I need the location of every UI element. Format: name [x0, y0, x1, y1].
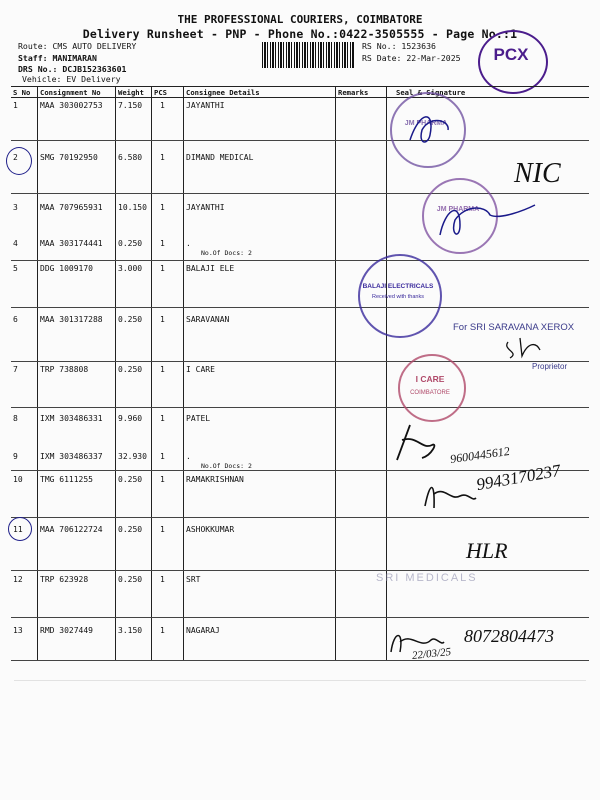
row-sno: 1 [13, 101, 18, 110]
row-pcs: 1 [160, 315, 165, 324]
row-sno: 12 [13, 575, 23, 584]
handwritten-nic: NIC [514, 158, 561, 189]
row-divider [11, 361, 589, 362]
row-docs-count: No.Of Docs: 2 [201, 462, 252, 470]
row-pcs: 1 [160, 239, 165, 248]
row-consignee: JAYANTHI [186, 101, 225, 110]
vehicle-label: Vehicle: EV Delivery [22, 74, 121, 84]
row-divider [11, 617, 589, 618]
row-divider [11, 407, 589, 408]
row-weight: 0.250 [118, 475, 143, 484]
medicals-stamp-text: SRI MEDICALS [376, 572, 478, 584]
table-header-row [11, 87, 589, 98]
bottom-divider [14, 680, 586, 681]
pcx-mark-text: PCX [493, 45, 529, 64]
pharma-stamp-text: JM PHARMA [436, 206, 480, 213]
row-consignment: TMG 6111255 [40, 475, 93, 484]
balaji-stamp-text: BALAJI ELECTRICALS [362, 283, 434, 290]
col-header-sno: S No [13, 88, 31, 97]
icare-stamp-city: COIMBATORE [410, 390, 450, 396]
row-weight: 6.580 [118, 153, 143, 162]
row-consignment: MAA 707965931 [40, 203, 103, 212]
barcode [262, 42, 354, 68]
row-pcs: 1 [160, 452, 165, 461]
row-consignee: I CARE [186, 365, 215, 374]
row-consignment: MAA 706122724 [40, 525, 103, 534]
row-weight: 32.930 [118, 452, 147, 461]
row-consignee: . [186, 239, 191, 248]
col-header-pcs: PCS [154, 88, 167, 97]
icare-stamp [398, 354, 466, 422]
staff-label: Staff: MANIMARAN [18, 53, 97, 63]
saravana-stamp-text: For SRI SARAVANA XEROX [453, 322, 575, 333]
row-divider [11, 307, 589, 308]
row-consignee: BALAJI ELE [186, 264, 235, 273]
row-pcs: 1 [160, 203, 165, 212]
icare-stamp-text: I CARE [415, 374, 445, 384]
row-weight: 0.250 [118, 239, 143, 248]
row-consignment: TRP 623928 [40, 575, 89, 584]
row-weight: 0.250 [118, 525, 143, 534]
row-consignee: . [186, 452, 191, 461]
col-header-consignee: Consignee Details [186, 88, 260, 97]
handwritten-phone-2: 9943170237 [474, 460, 562, 495]
row-pcs: 1 [160, 264, 165, 273]
handwritten-date: 22/03/25 [411, 645, 452, 663]
row-sno: 13 [13, 626, 23, 635]
column-divider [115, 87, 116, 661]
row-weight: 3.000 [118, 264, 143, 273]
row-weight: 0.250 [118, 575, 143, 584]
row-consignee: DIMAND MEDICAL [186, 153, 254, 162]
row-weight: 0.250 [118, 365, 143, 374]
pharma-stamp-text: JM PHARMA [404, 120, 448, 127]
row-sno: 4 [13, 239, 18, 248]
row-pcs: 1 [160, 575, 165, 584]
col-header-seal: Seal & Signature [396, 88, 466, 97]
column-divider [151, 87, 152, 661]
row-pcs: 1 [160, 475, 165, 484]
row-consignment: MAA 301317288 [40, 315, 103, 324]
row-weight: 7.150 [118, 101, 143, 110]
row-sno: 3 [13, 203, 18, 212]
drs-number: DRS No.: DCJB152363601 [18, 64, 127, 74]
handwritten-phone-3: 8072804473 [464, 626, 554, 646]
row-weight: 10.150 [118, 203, 147, 212]
row-divider [11, 570, 589, 571]
row-consignee: JAYANTHI [186, 203, 225, 212]
row-divider [11, 260, 589, 261]
row-weight: 0.250 [118, 315, 143, 324]
rs-number: RS No.: 1523636 [362, 41, 436, 51]
handwritten-phone-1: 9600445612 [449, 443, 511, 467]
row-consignee: ASHOKKUMAR [186, 525, 235, 534]
handwritten-hlr: HLR [466, 538, 508, 563]
route-label: Route: CMS AUTO DELIVERY [18, 41, 137, 51]
row-consignment: IXM 303486337 [40, 452, 103, 461]
row-pcs: 1 [160, 153, 165, 162]
column-divider [183, 87, 184, 661]
row-sno: 8 [13, 414, 18, 423]
signature-4 [392, 420, 442, 470]
row-docs-count: No.Of Docs: 2 [201, 249, 252, 257]
row-sno: 7 [13, 365, 18, 374]
row-consignment: SMG 70192950 [40, 153, 98, 162]
col-header-remarks: Remarks [338, 88, 369, 97]
runsheet-title: Delivery Runsheet - PNP - Phone No.:0422-3505555 - Page No.:1 [82, 27, 518, 41]
row-consignee: SARAVANAN [186, 315, 230, 324]
rs-date: RS Date: 22-Mar-2025 [362, 53, 461, 63]
column-divider [37, 87, 38, 661]
row-pcs: 1 [160, 414, 165, 423]
row-consignment: RMD 3027449 [40, 626, 93, 635]
row-sno: 10 [13, 475, 23, 484]
row-pcs: 1 [160, 101, 165, 110]
row-weight: 3.150 [118, 626, 143, 635]
row-sno: 2 [13, 153, 18, 162]
company-title: THE PROFESSIONAL COURIERS, COIMBATORE [177, 13, 423, 26]
row-consignee: NAGARAJ [186, 626, 220, 635]
row-consignee: PATEL [186, 414, 211, 423]
row-divider [11, 660, 589, 661]
row-sno: 9 [13, 452, 18, 461]
signature-3 [500, 332, 550, 360]
row-consignment: TRP 738808 [40, 365, 89, 374]
row-pcs: 1 [160, 525, 165, 534]
row-sno: 6 [13, 315, 18, 324]
signature-5 [420, 476, 480, 516]
row-divider [11, 517, 589, 518]
row-weight: 9.960 [118, 414, 143, 423]
row-consignee: SRT [186, 575, 201, 584]
signature-2 [430, 190, 540, 250]
proprietor-text: Proprietor [532, 362, 568, 371]
row-divider [11, 140, 589, 141]
runsheet-table [11, 86, 589, 661]
row-consignment: MAA 303174441 [40, 239, 103, 248]
row-consignment: DDG 1009170 [40, 264, 93, 273]
hand-circle-mark [6, 147, 32, 175]
balaji-stamp-subtext: Received with thanks [372, 294, 424, 300]
row-consignee: RAMAKRISHNAN [186, 475, 244, 484]
row-pcs: 1 [160, 365, 165, 374]
signature-1 [400, 100, 460, 155]
col-header-weight: Weight [118, 88, 144, 97]
column-divider [335, 87, 336, 661]
row-consignment: IXM 303486331 [40, 414, 103, 423]
row-sno: 5 [13, 264, 18, 273]
row-sno: 11 [13, 525, 23, 534]
row-pcs: 1 [160, 626, 165, 635]
hand-circle-mark [8, 517, 32, 541]
col-header-consignment: Consignment No [40, 88, 101, 97]
row-consignment: MAA 303002753 [40, 101, 103, 110]
